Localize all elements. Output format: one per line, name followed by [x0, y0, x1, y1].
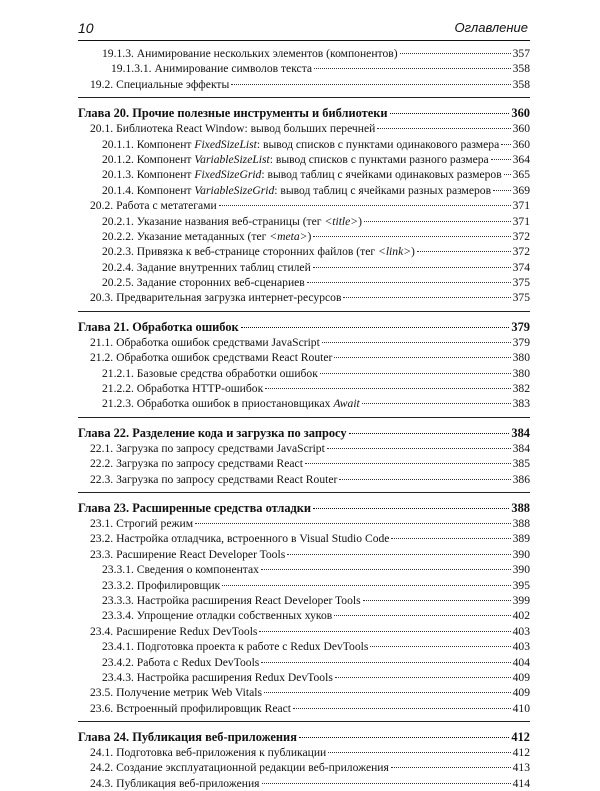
dot-leader: [261, 662, 510, 663]
toc-page-number: 379: [511, 319, 530, 334]
toc-entry-title: 22.3. Загрузка по запросу средствами React Router: [90, 472, 338, 486]
toc-entry[interactable]: [78, 121, 530, 136]
toc-page-number: 390: [512, 547, 530, 561]
dot-leader: [400, 53, 511, 54]
dot-leader: [335, 677, 511, 678]
toc-entry[interactable]: [78, 547, 530, 562]
toc-entry[interactable]: [78, 624, 530, 639]
dot-leader: [307, 282, 511, 283]
toc-entry[interactable]: [78, 183, 530, 198]
toc-entry-title: 23.6. Встроенный профилировщик React: [90, 701, 291, 715]
toc-entry-title: 22.2. Загрузка по запросу средствами React: [90, 457, 303, 471]
dot-leader: [231, 84, 510, 85]
toc-entry-title: 20.2.1. Указание названия веб-страницы (тег <title>): [102, 214, 362, 228]
toc-page-number: 357: [512, 47, 530, 60]
dot-leader: [391, 767, 511, 768]
toc-entry-title: 23.4. Расширение Redux DevTools: [90, 624, 258, 638]
toc-page-number: 386: [512, 472, 530, 486]
toc-page-number: 379: [512, 335, 530, 349]
toc-entry-title: 20.1. Библиотека React Window: вывод больших перечней: [90, 122, 376, 136]
dot-leader: [261, 569, 511, 570]
toc-entry-title: 21.2.1. Базовые средства обработки ошибок: [102, 366, 318, 380]
toc-entry-title: 23.4.3. Настройка расширения Redux DevTools: [102, 670, 333, 684]
toc-entry[interactable]: [78, 350, 530, 365]
toc-entry-title: 21.2.3. Обработка ошибок в приостановщиках Await: [102, 397, 360, 411]
toc-page-number: 384: [512, 441, 530, 455]
toc-entry[interactable]: [78, 46, 530, 61]
toc-page-number: 410: [512, 701, 530, 715]
dot-leader: [313, 508, 509, 509]
toc-page-number: 413: [512, 761, 530, 775]
toc-entry-title: 23.3.2. Профилировщик: [102, 578, 221, 592]
toc-page-number: 412: [511, 730, 530, 745]
toc-entry[interactable]: [78, 670, 530, 685]
dot-leader: [377, 128, 510, 129]
toc-page-number: 382: [512, 382, 530, 396]
toc-entry-title: 21.1. Обработка ошибок средствами JavaScript: [90, 335, 320, 349]
toc-page-number: 403: [512, 640, 530, 654]
page-header: [78, 20, 528, 38]
toc-entry-title: 20.1.1. Компонент FixedSizeList: вывод списков с пунктами одинакового размера: [102, 137, 500, 151]
chapter-separator: [78, 97, 530, 98]
dot-leader: [259, 631, 510, 632]
dot-leader: [299, 737, 510, 738]
toc-page-number: 371: [512, 199, 530, 213]
toc-chapter-entry[interactable]: [78, 425, 530, 441]
dot-leader: [313, 267, 511, 268]
header-rule: [78, 40, 530, 41]
toc-page-number: 399: [512, 593, 530, 607]
toc-entry[interactable]: [78, 760, 530, 775]
toc-entry[interactable]: [78, 77, 530, 92]
toc-entry[interactable]: [78, 593, 530, 608]
dot-leader: [504, 174, 511, 175]
dot-leader: [328, 752, 510, 753]
toc-entry-title: 23.4.1. Подготовка проекта к работе с Redux DevTools: [102, 640, 369, 654]
toc-entry[interactable]: [78, 61, 530, 76]
toc-entry[interactable]: [78, 608, 530, 623]
toc-page-number: 409: [512, 686, 530, 700]
toc-page-number: 371: [512, 214, 530, 228]
toc-entry-title: 19.2. Специальные эффекты: [90, 77, 230, 91]
dot-leader: [501, 144, 510, 145]
toc-entry[interactable]: [78, 562, 530, 577]
toc-entry[interactable]: [78, 137, 530, 152]
toc-page-number: 385: [512, 457, 530, 471]
toc-page-number: 388: [512, 516, 530, 530]
dot-leader: [334, 615, 510, 616]
toc-entry[interactable]: [78, 776, 530, 791]
dot-leader: [391, 538, 510, 539]
toc-entry-title: 20.2. Работа с метатегами: [90, 199, 217, 213]
toc-page-number: 364: [512, 152, 530, 166]
toc-page-number: 409: [512, 670, 530, 684]
running-title: Оглавление: [454, 20, 528, 35]
toc-entry[interactable]: [78, 441, 530, 456]
toc-entry-title: 21.2. Обработка ошибок средствами React Router: [90, 351, 333, 365]
toc-page-number: 365: [512, 168, 530, 182]
toc-entry-title: Глава 22. Разделение кода и загрузка по запросу: [78, 425, 347, 440]
toc-entry[interactable]: [78, 456, 530, 471]
dot-leader: [322, 342, 511, 343]
dot-leader: [293, 708, 511, 709]
toc-entry-title: Глава 20. Прочие полезные инструменты и библиотеки: [78, 106, 388, 121]
toc-entry-title: 20.2.4. Задание внутренних таблиц стилей: [102, 260, 311, 274]
toc-entry[interactable]: [78, 701, 530, 716]
dot-leader: [222, 585, 510, 586]
dot-leader: [493, 190, 511, 191]
toc-entry-title: 23.3.4. Упрощение отладки собственных хуков: [102, 609, 333, 623]
dot-leader: [313, 236, 510, 237]
toc-entry-title: 19.1.3. Анимирование нескольких элементов (компонентов): [102, 47, 398, 60]
dot-leader: [491, 159, 511, 160]
toc-page-number: 389: [512, 532, 530, 546]
dot-leader: [287, 554, 510, 555]
toc-entry[interactable]: [78, 214, 530, 229]
toc-page-number: 360: [511, 106, 530, 121]
toc-entry[interactable]: [78, 152, 530, 167]
toc-entry-title: 24.2. Создание эксплуатационной редакции веб-приложения: [90, 761, 389, 775]
toc-entry[interactable]: [78, 244, 530, 259]
toc-entry[interactable]: [78, 167, 530, 182]
toc-entry-title: Глава 24. Публикация веб-приложения: [78, 730, 297, 745]
dot-leader: [327, 448, 511, 449]
toc-page-number: 383: [512, 397, 530, 411]
toc-page-number: 390: [512, 563, 530, 577]
toc-page-number: 358: [512, 62, 530, 76]
toc-page-number: 375: [512, 276, 530, 290]
toc-entry-title: 20.1.3. Компонент FixedSizeGrid: вывод таблиц с ячейками одинаковых размеров: [102, 168, 502, 182]
toc-chapter-entry[interactable]: [78, 500, 530, 516]
toc-entry-title: 23.3.3. Настройка расширения React Developer Tools: [102, 593, 361, 607]
toc-entry[interactable]: [78, 685, 530, 700]
toc-page-number: 372: [512, 229, 530, 243]
toc-entry-title: Глава 21. Обработка ошибок: [78, 319, 239, 334]
toc-page-number: 412: [512, 746, 530, 760]
toc-page-number: 403: [512, 624, 530, 638]
toc-chapter-entry[interactable]: [78, 105, 530, 121]
toc-entry[interactable]: [78, 229, 530, 244]
toc-page-number: 372: [512, 245, 530, 259]
toc-page-number: 374: [512, 260, 530, 274]
toc-entry-title: 23.3.1. Сведения о компонентах: [102, 563, 259, 577]
dot-leader: [241, 327, 510, 328]
toc-entry-title: 20.3. Предварительная загрузка интернет-ресурсов: [90, 291, 342, 305]
toc-entry-title: Глава 23. Расширенные средства отладки: [78, 500, 312, 515]
toc-page-number: 360: [512, 137, 530, 151]
dot-leader: [363, 600, 511, 601]
page-number: 10: [78, 20, 94, 36]
table-of-contents: [78, 46, 530, 791]
toc-entry[interactable]: [78, 198, 530, 213]
toc-entry[interactable]: [78, 396, 530, 411]
dot-leader: [320, 373, 511, 374]
toc-page-number: 380: [512, 366, 530, 380]
toc-entry-title: 23.1. Строгий режим: [90, 516, 194, 530]
toc-page-number: 388: [511, 500, 530, 515]
toc-entry[interactable]: [78, 275, 530, 290]
chapter-separator: [78, 417, 530, 418]
dot-leader: [343, 297, 510, 298]
toc-entry-title: 21.2.2. Обработка HTTP-ошибок: [102, 382, 264, 396]
toc-entry-title: 20.2.5. Задание сторонних веб-сценариев: [102, 276, 305, 290]
toc-entry-title: 20.1.4. Компонент VariableSizeGrid: вывод таблиц с ячейками разных размеров: [102, 183, 492, 197]
toc-page-number: 395: [512, 578, 530, 592]
toc-entry[interactable]: [78, 260, 530, 275]
toc-entry-title: 24.3. Публикация веб-приложения: [90, 776, 260, 790]
toc-entry-title: 23.2. Настройка отладчика, встроенного в Visual Studio Code: [90, 532, 390, 546]
chapter-separator: [78, 311, 530, 312]
toc-entry[interactable]: [78, 655, 530, 670]
toc-entry-title: 20.2.3. Привязка к веб-странице сторонних файлов (тег <link>): [102, 245, 415, 259]
toc-entry[interactable]: [78, 366, 530, 381]
dot-leader: [390, 113, 510, 114]
toc-entry-title: 23.5. Получение метрик Web Vitals: [90, 686, 262, 700]
dot-leader: [370, 646, 510, 647]
dot-leader: [195, 523, 511, 524]
toc-page-number: 369: [512, 183, 530, 197]
toc-page-number: 402: [512, 609, 530, 623]
dot-leader: [339, 479, 510, 480]
dot-leader: [264, 692, 511, 693]
dot-leader: [334, 357, 510, 358]
dot-leader: [305, 463, 511, 464]
toc-page-number: 360: [512, 122, 530, 136]
dot-leader: [362, 403, 511, 404]
dot-leader: [364, 221, 511, 222]
toc-chapter-entry[interactable]: [78, 729, 530, 745]
toc-page-number: 384: [511, 425, 530, 440]
chapter-separator: [78, 721, 530, 722]
dot-leader: [314, 68, 511, 69]
dot-leader: [349, 433, 510, 434]
dot-leader: [262, 783, 511, 784]
toc-entry-title: 23.3. Расширение React Developer Tools: [90, 547, 286, 561]
toc-page-number: 404: [512, 655, 530, 669]
dot-leader: [417, 251, 511, 252]
toc-page-number: 380: [512, 351, 530, 365]
toc-entry-title: 22.1. Загрузка по запросу средствами JavaScript: [90, 441, 325, 455]
toc-entry-title: 19.1.3.1. Анимирование символов текста: [111, 62, 313, 76]
toc-entry-title: 23.4.2. Работа с Redux DevTools: [102, 655, 260, 669]
toc-entry[interactable]: [78, 531, 530, 546]
toc-chapter-entry[interactable]: [78, 319, 530, 335]
toc-entry[interactable]: [78, 745, 530, 760]
toc-entry[interactable]: [78, 578, 530, 593]
toc-entry-title: 24.1. Подготовка веб-приложения к публикации: [90, 746, 327, 760]
toc-entry[interactable]: [78, 472, 530, 487]
dot-leader: [219, 205, 511, 206]
toc-page-number: 414: [512, 776, 530, 790]
toc-entry[interactable]: [78, 639, 530, 654]
toc-entry-title: 20.2.2. Указание метаданных (тег <meta>): [102, 229, 312, 243]
toc-page-number: 375: [512, 291, 530, 305]
toc-entry[interactable]: [78, 335, 530, 350]
chapter-separator: [78, 492, 530, 493]
toc-entry[interactable]: [78, 381, 530, 396]
toc-entry[interactable]: [78, 290, 530, 305]
toc-page-number: 358: [512, 77, 530, 91]
toc-entry[interactable]: [78, 516, 530, 531]
toc-entry-title: 20.1.2. Компонент VariableSizeList: вывод списков с пунктами разного размера: [102, 152, 489, 166]
dot-leader: [265, 388, 510, 389]
